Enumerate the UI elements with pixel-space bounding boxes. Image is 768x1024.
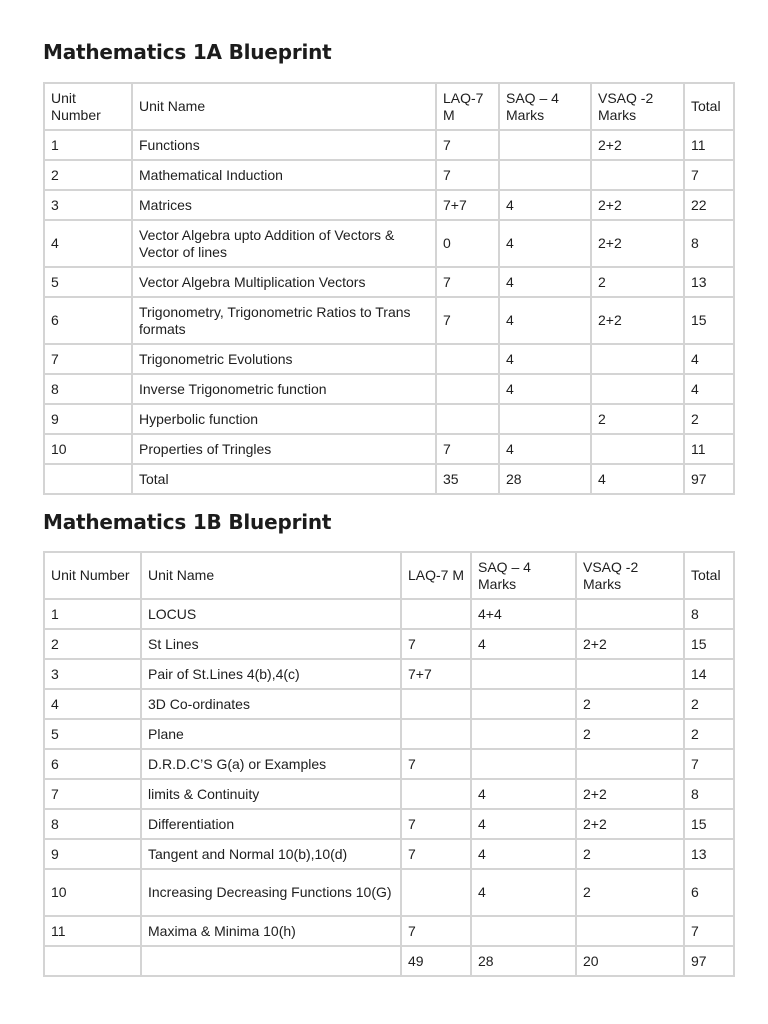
cell-vsaq — [576, 916, 684, 946]
header-total: Total — [684, 83, 734, 130]
cell-saq — [499, 160, 591, 190]
cell-vsaq — [591, 434, 684, 464]
cell-total: 7 — [684, 916, 734, 946]
cell-total: 4 — [684, 344, 734, 374]
cell-saq: 4 — [499, 434, 591, 464]
cell-vsaq — [591, 374, 684, 404]
cell-unit-number: 1 — [44, 130, 132, 160]
header-saq: SAQ – 4 Marks — [499, 83, 591, 130]
cell-laq: 0 — [436, 220, 499, 267]
cell-laq: 7 — [401, 839, 471, 869]
cell-laq — [401, 869, 471, 916]
header-vsaq: VSAQ -2 Marks — [576, 552, 684, 599]
cell-total: 13 — [684, 267, 734, 297]
cell-vsaq: 2+2 — [591, 130, 684, 160]
cell-total: 8 — [684, 599, 734, 629]
cell-unit-number: 8 — [44, 374, 132, 404]
cell-vsaq: 4 — [591, 464, 684, 494]
cell-total: 11 — [684, 434, 734, 464]
table-row — [44, 404, 734, 434]
cell-saq: 4 — [499, 220, 591, 267]
table-row — [44, 779, 734, 809]
cell-unit-name: Matrices — [132, 190, 436, 220]
table-row — [44, 190, 734, 220]
cell-total: 4 — [684, 374, 734, 404]
cell-laq: 7 — [401, 749, 471, 779]
cell-total: 97 — [684, 464, 734, 494]
cell-unit-name: Total — [132, 464, 436, 494]
cell-saq — [471, 659, 576, 689]
cell-saq: 4 — [471, 869, 576, 916]
cell-vsaq: 2+2 — [591, 220, 684, 267]
cell-saq — [499, 130, 591, 160]
cell-vsaq — [591, 344, 684, 374]
cell-vsaq: 2 — [591, 267, 684, 297]
cell-unit-name: Trigonometry, Trigonometric Ratios to Trans formats — [132, 297, 436, 344]
cell-laq: 7+7 — [436, 190, 499, 220]
table-row — [44, 220, 734, 267]
header-total: Total — [684, 552, 734, 599]
table-row — [44, 869, 734, 916]
table-row — [44, 659, 734, 689]
cell-vsaq: 2+2 — [576, 809, 684, 839]
cell-unit-number: 6 — [44, 297, 132, 344]
cell-unit-number: 3 — [44, 659, 141, 689]
cell-saq: 28 — [471, 946, 576, 976]
cell-total: 7 — [684, 749, 734, 779]
cell-total: 15 — [684, 809, 734, 839]
cell-unit-name: Mathematical Induction — [132, 160, 436, 190]
cell-unit-number: 11 — [44, 916, 141, 946]
cell-laq: 7 — [401, 809, 471, 839]
cell-saq: 4 — [499, 344, 591, 374]
table-row — [44, 719, 734, 749]
cell-vsaq: 2+2 — [576, 629, 684, 659]
cell-laq — [401, 599, 471, 629]
cell-unit-number: 10 — [44, 869, 141, 916]
cell-unit-number: 5 — [44, 719, 141, 749]
header-unit-number: Unit Number — [44, 83, 132, 130]
cell-laq — [401, 719, 471, 749]
cell-unit-number: 3 — [44, 190, 132, 220]
table-row — [44, 599, 734, 629]
cell-total: 2 — [684, 404, 734, 434]
cell-laq: 7 — [436, 130, 499, 160]
cell-unit-number — [44, 464, 132, 494]
header-saq: SAQ – 4 Marks — [471, 552, 576, 599]
cell-unit-number: 4 — [44, 220, 132, 267]
cell-vsaq: 2 — [576, 869, 684, 916]
cell-unit-name: Hyperbolic function — [132, 404, 436, 434]
cell-total: 11 — [684, 130, 734, 160]
cell-total: 13 — [684, 839, 734, 869]
cell-unit-number: 7 — [44, 779, 141, 809]
cell-laq: 7 — [436, 160, 499, 190]
blueprint-table-1a — [43, 82, 735, 495]
cell-laq — [436, 404, 499, 434]
cell-laq — [436, 344, 499, 374]
header-laq: LAQ-7 M — [401, 552, 471, 599]
cell-unit-number: 6 — [44, 749, 141, 779]
section-title-1b: Mathematics 1B Blueprint — [43, 510, 332, 534]
cell-unit-name: Maxima & Minima 10(h) — [141, 916, 401, 946]
cell-saq — [499, 404, 591, 434]
cell-laq: 7+7 — [401, 659, 471, 689]
header-laq: LAQ-7 M — [436, 83, 499, 130]
header-vsaq: VSAQ -2 Marks — [591, 83, 684, 130]
cell-unit-name: Tangent and Normal 10(b),10(d) — [141, 839, 401, 869]
cell-unit-number: 1 — [44, 599, 141, 629]
cell-saq — [471, 916, 576, 946]
cell-vsaq — [576, 599, 684, 629]
cell-laq — [401, 779, 471, 809]
table-header-row — [44, 83, 734, 130]
cell-unit-name: Vector Algebra upto Addition of Vectors & Vector of lines — [132, 220, 436, 267]
table-header-row — [44, 552, 734, 599]
cell-vsaq: 2 — [576, 689, 684, 719]
cell-total: 2 — [684, 689, 734, 719]
header-unit-number: Unit Number — [44, 552, 141, 599]
cell-saq: 4 — [499, 374, 591, 404]
cell-unit-number: 7 — [44, 344, 132, 374]
cell-vsaq — [576, 659, 684, 689]
cell-saq — [471, 719, 576, 749]
cell-unit-number: 5 — [44, 267, 132, 297]
cell-unit-number: 8 — [44, 809, 141, 839]
cell-total: 97 — [684, 946, 734, 976]
table-row — [44, 267, 734, 297]
cell-unit-number: 9 — [44, 839, 141, 869]
cell-total: 15 — [684, 629, 734, 659]
table-row — [44, 297, 734, 344]
cell-laq: 49 — [401, 946, 471, 976]
cell-unit-name: D.R.D.C’S G(a) or Examples — [141, 749, 401, 779]
cell-vsaq: 2+2 — [576, 779, 684, 809]
cell-saq: 4 — [471, 629, 576, 659]
table-row — [44, 749, 734, 779]
cell-total: 7 — [684, 160, 734, 190]
cell-saq — [471, 749, 576, 779]
cell-saq — [471, 689, 576, 719]
cell-vsaq — [576, 749, 684, 779]
cell-saq: 4 — [471, 839, 576, 869]
cell-vsaq — [591, 160, 684, 190]
cell-unit-number — [44, 946, 141, 976]
cell-saq: 4 — [499, 297, 591, 344]
cell-total: 8 — [684, 220, 734, 267]
cell-vsaq: 2 — [591, 404, 684, 434]
cell-total: 15 — [684, 297, 734, 344]
cell-unit-name: Functions — [132, 130, 436, 160]
cell-unit-name: Differentiation — [141, 809, 401, 839]
cell-saq: 4 — [499, 190, 591, 220]
cell-laq: 7 — [436, 434, 499, 464]
table-row — [44, 374, 734, 404]
cell-unit-name: 3D Co-ordinates — [141, 689, 401, 719]
cell-total: 2 — [684, 719, 734, 749]
table-row — [44, 464, 734, 494]
cell-unit-name: St Lines — [141, 629, 401, 659]
table-row — [44, 689, 734, 719]
cell-laq: 35 — [436, 464, 499, 494]
cell-unit-name: Properties of Tringles — [132, 434, 436, 464]
cell-vsaq: 20 — [576, 946, 684, 976]
cell-laq: 7 — [401, 629, 471, 659]
cell-vsaq: 2 — [576, 719, 684, 749]
header-unit-name: Unit Name — [141, 552, 401, 599]
cell-vsaq: 2+2 — [591, 190, 684, 220]
table-row — [44, 629, 734, 659]
cell-saq: 4 — [499, 267, 591, 297]
cell-saq: 4 — [471, 779, 576, 809]
blueprint-table-1b — [43, 551, 735, 977]
cell-unit-number: 4 — [44, 689, 141, 719]
cell-laq — [436, 374, 499, 404]
cell-laq: 7 — [436, 297, 499, 344]
cell-unit-name — [141, 946, 401, 976]
cell-total: 8 — [684, 779, 734, 809]
cell-unit-name: Inverse Trigonometric function — [132, 374, 436, 404]
cell-unit-number: 2 — [44, 629, 141, 659]
cell-unit-name: limits & Continuity — [141, 779, 401, 809]
cell-unit-name: Vector Algebra Multiplication Vectors — [132, 267, 436, 297]
table-row — [44, 839, 734, 869]
cell-unit-name: LOCUS — [141, 599, 401, 629]
cell-laq — [401, 689, 471, 719]
table-row — [44, 946, 734, 976]
cell-total: 14 — [684, 659, 734, 689]
cell-unit-name: Trigonometric Evolutions — [132, 344, 436, 374]
cell-unit-name: Plane — [141, 719, 401, 749]
table-row — [44, 916, 734, 946]
table-row — [44, 809, 734, 839]
cell-unit-name: Increasing Decreasing Functions 10(G) — [141, 869, 401, 916]
cell-saq: 28 — [499, 464, 591, 494]
cell-total: 22 — [684, 190, 734, 220]
table-row — [44, 130, 734, 160]
table-row — [44, 344, 734, 374]
cell-unit-name: Pair of St.Lines 4(b),4(c) — [141, 659, 401, 689]
cell-saq: 4+4 — [471, 599, 576, 629]
cell-unit-number: 9 — [44, 404, 132, 434]
cell-unit-number: 10 — [44, 434, 132, 464]
section-title-1a: Mathematics 1A Blueprint — [43, 40, 332, 64]
cell-total: 6 — [684, 869, 734, 916]
header-unit-name: Unit Name — [132, 83, 436, 130]
cell-saq: 4 — [471, 809, 576, 839]
cell-laq: 7 — [436, 267, 499, 297]
table-row — [44, 160, 734, 190]
cell-laq: 7 — [401, 916, 471, 946]
cell-unit-number: 2 — [44, 160, 132, 190]
table-row — [44, 434, 734, 464]
cell-vsaq: 2 — [576, 839, 684, 869]
cell-vsaq: 2+2 — [591, 297, 684, 344]
